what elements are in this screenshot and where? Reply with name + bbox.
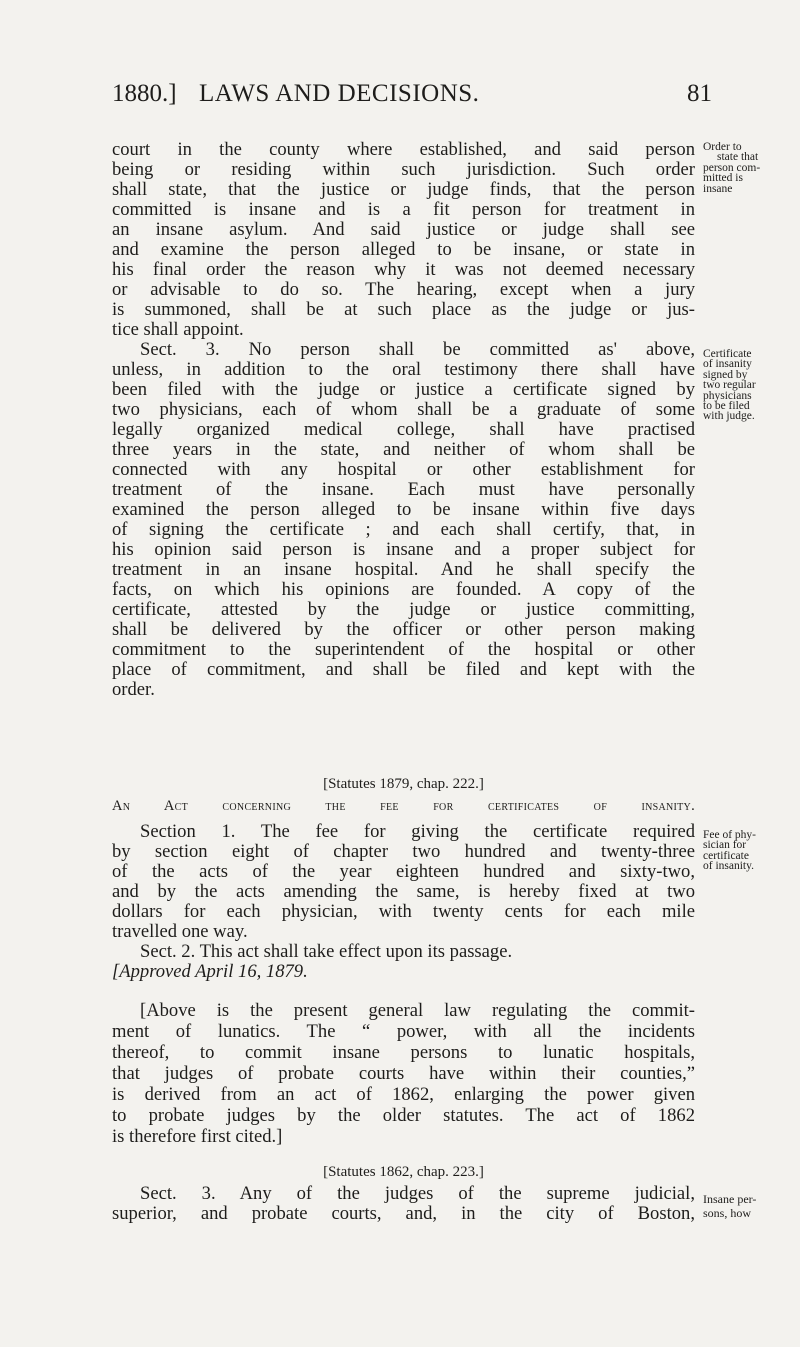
text-line: treatment in an insane hospital. And he shall specify the (112, 560, 695, 580)
margin-note-line: Certificate (703, 348, 752, 360)
paragraph-editorial-note (112, 1000, 695, 1147)
page-number: 81 (687, 80, 712, 107)
text-line: his opinion said person is insane and a proper subject for (112, 540, 695, 560)
text-line: of the acts of the year eighteen hundred and sixty-two, (112, 862, 695, 882)
text-line: by section eight of chapter two hundred and twenty-three (112, 842, 695, 862)
text-line: Sect. 2. This act shall take effect upon its passage. (140, 942, 513, 962)
header-year: 1880.] (112, 80, 177, 107)
paragraph-section-3-1862 (112, 1184, 695, 1224)
text-line: is derived from an act of 1862, enlarging the power given (112, 1084, 695, 1105)
margin-note-line: state that (717, 151, 759, 164)
text-line: thereof, to commit insane persons to lunatic hospitals, (112, 1042, 695, 1063)
text-line: committed is insane and is a fit person for treatment in (112, 200, 695, 220)
text-line: examined the person alleged to be insane within five days (112, 500, 695, 520)
margin-note-line: to be filed (703, 400, 750, 413)
citation-text: [Statutes 1862, chap. 223.] (323, 1164, 484, 1180)
margin-note-line: mitted is (703, 172, 743, 185)
text-line: Sect. 3. No person shall be committed as' above, (140, 340, 695, 360)
text-line: legally organized medical college, shall have practised (112, 420, 695, 440)
paragraph-fee-act (112, 822, 695, 982)
margin-note-line: sician for (703, 839, 747, 852)
text-line: and examine the person alleged to be insane, or state in (112, 240, 695, 260)
text-line: and by the acts amending the same, is hereby fixed at two (112, 882, 695, 902)
text-line: tice shall appoint. (112, 320, 244, 340)
text-line: [Above is the present general law regulating the commit- (140, 1000, 695, 1021)
text-line: court in the county where established, and said person (112, 140, 695, 160)
text-line: is therefore first cited.] (112, 1126, 283, 1147)
text-line: of signing the certificate ; and each shall certify, that, in (112, 520, 695, 540)
margin-note-line: two regular (703, 379, 756, 392)
text-line: that judges of probate courts have within their counties,” (112, 1063, 695, 1084)
text-line: Section 1. The fee for giving the certificate required (140, 822, 695, 842)
text-line: facts, on which his opinions are founded. A copy of the (112, 580, 695, 600)
statute-citation-1879 (112, 774, 695, 794)
margin-note-line: Insane per- (703, 1192, 757, 1206)
text-line: unless, in addition to the oral testimony there shall have (112, 360, 695, 380)
margin-note-line: person com- (703, 161, 761, 174)
text-line: superior, and probate courts, and, in the city of Boston, (112, 1204, 695, 1224)
text-line: treatment of the insane. Each must have personally (112, 480, 695, 500)
text-line: place of commitment, and shall be filed and kept with the (112, 660, 695, 680)
running-header (112, 80, 712, 116)
text-line: shall state, that the justice or judge finds, that the person (112, 180, 695, 200)
text-line: or advisable to do so. The hearing, except when a jury (112, 280, 695, 300)
margin-note-line: Order to (703, 141, 742, 153)
margin-note-insane-persons (703, 1192, 795, 1220)
margin-note-line: Fee of phy- (703, 829, 757, 841)
citation-text: [Statutes 1879, chap. 222.] (323, 776, 484, 792)
margin-note-line: sons, how (703, 1206, 752, 1220)
margin-note-order (703, 142, 795, 194)
text-line: shall be delivered by the officer or other person making (112, 620, 695, 640)
text-line: been filed with the judge or justice a certificate signed by (112, 380, 695, 400)
text-line: two physicians, each of whom shall be a graduate of some (112, 400, 695, 420)
text-line: commitment to the superintendent of the hospital or other (112, 640, 695, 660)
margin-note-line: physicians (703, 389, 752, 402)
text-line: certificate, attested by the judge or justice committing, (112, 600, 695, 620)
margin-note-line: signed by (703, 368, 748, 381)
statute-citation-1862 (112, 1162, 695, 1182)
act-heading-text: An Act concerning the fee for certificates of insanity. (112, 798, 695, 814)
margin-note-line: insane (703, 182, 733, 195)
text-line: an insane asylum. And said justice or judge shall see (112, 220, 695, 240)
text-line: ment of lunatics. The “ power, with all the incidents (112, 1021, 695, 1042)
header-title: LAWS AND DECISIONS. (199, 80, 480, 107)
text-line: three years in the state, and neither of whom shall be (112, 440, 695, 460)
text-line: order. (112, 680, 155, 700)
approval-line: [Approved April 16, 1879. (112, 962, 308, 982)
margin-note-line: with judge. (703, 410, 755, 423)
text-line: dollars for each physician, with twenty cents for each mile (112, 902, 695, 922)
margin-note-line: of insanity. (703, 860, 754, 873)
margin-note-line: certificate (703, 849, 749, 862)
text-line: is summoned, shall be at such place as the judge or jus- (112, 300, 695, 320)
paragraph-section-3 (112, 340, 695, 700)
margin-note-certificate (703, 349, 795, 422)
paragraph-court-order (112, 140, 695, 340)
margin-note-line: of insanity (703, 358, 752, 371)
text-line: to probate judges by the older statutes. The act of 1862 (112, 1105, 695, 1126)
text-line: being or residing within such jurisdiction. Such order (112, 160, 695, 180)
text-line: Sect. 3. Any of the judges of the supreme judicial, (140, 1184, 695, 1204)
margin-note-fee (703, 830, 795, 872)
act-heading (112, 796, 695, 816)
text-line: connected with any hospital or other establishment for (112, 460, 695, 480)
text-line: travelled one way. (112, 922, 248, 942)
text-line: his final order the reason why it was not deemed necessary (112, 260, 695, 280)
